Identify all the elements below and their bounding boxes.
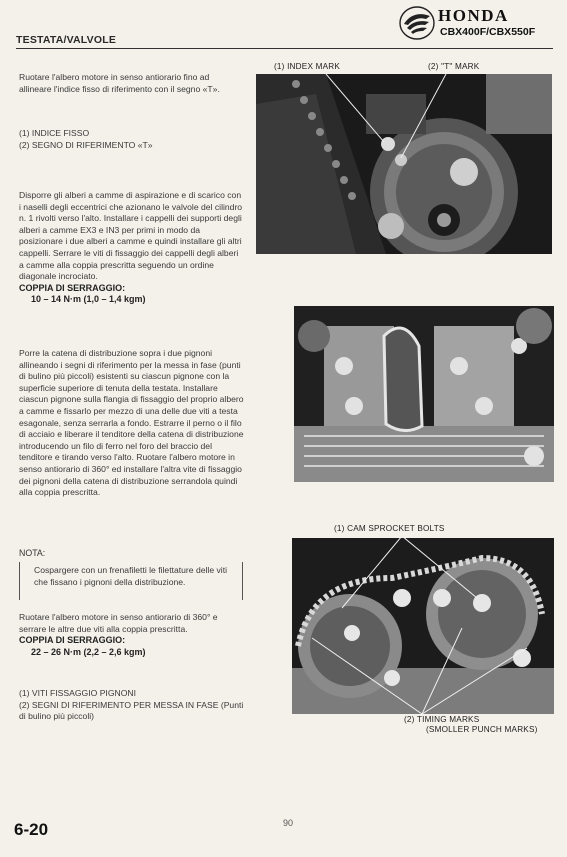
header-rule (16, 48, 553, 49)
photo-index-mark (256, 74, 552, 254)
legend-fig1 (19, 128, 244, 151)
torque-label: COPPIA DI SERRAGGIO: (19, 282, 126, 293)
fig3-label-timing-marks: (2) TIMING MARKS (404, 715, 480, 724)
honda-wing-logo-icon (398, 4, 436, 42)
legend-item: (2) SEGNO DI RIFERIMENTO «T» (19, 139, 153, 150)
instruction-rotate-crank: Ruotare l'albero motore in senso antiorario fino ad allineare l'indice fisso di riferimento con il segno «T». (19, 72, 220, 94)
torque-value: 22 – 26 N·m (2,2 – 2,6 kgm) (31, 646, 146, 657)
instruction-camshafts (19, 190, 244, 306)
page-number: 6-20 (14, 820, 49, 839)
note-box (19, 562, 243, 600)
legend-fig3 (19, 688, 244, 723)
photo-cam-caps (294, 306, 554, 482)
instruction-timing-chain: Porre la catena di distribuzione sopra i due pignoni allineando i segni di riferimento per la messa in fase (punti di bulino più piccoli) esistenti su ciascun pignone con la superficie superiore di tenuta della testata. Installare ciascun pignone sulla flangia di fissaggio del proprio albero a camme e fissarlo per mezzo di una delle due viti a testa esagonale, senza serrarla a fondo. Estrarre il perno o il filo di acciaio e liberare il tenditore della catena di distribuzione introducendo un filo di ferro nel foro del braccio del tenditore e tirando verso l'alto. Ruotare l'albero motore in senso antiorario di 360° ed installare l'altra vite di fissaggio dei pignoni della catena di distribuzione serrandola quindi alla coppia prescritta. (19, 348, 244, 498)
note-label: NOTA: (19, 548, 46, 558)
brand-name: HONDA (438, 6, 509, 25)
legend-item: (1) VITI FISSAGGIO PIGNONI (19, 688, 136, 698)
model-name: CBX400F/CBX550F (440, 26, 536, 38)
fig1-label-t-mark: (2) "T" MARK (428, 62, 480, 71)
torque-label: COPPIA DI SERRAGGIO: (19, 635, 126, 646)
instruction-final-torque (19, 612, 244, 658)
legend-item: (2) SEGNI DI RIFERIMENTO PER MESSA IN FASE (Punti di bulino più piccoli) (19, 699, 244, 722)
legend-item: (1) INDICE FISSO (19, 128, 90, 138)
paragraph: Disporre gli alberi a camme di aspirazione e di scarico con i naselli degli eccentrici che azionano le valvole del cilindro n. 1 rivolti verso l'alto. Installare i cappelli dei supporti degli alberi a camme EX3 e IN3 per primi in modo da posizionare i due alberi a camme e quindi installare gli altri cappelli. Serrare le viti di fissaggio dei cappelli degli alberi a camme alla coppia prescritta seguendo un ordine diagonale incrociato. (19, 190, 243, 282)
fig3-label-cam-sprocket-bolts: (1) CAM SPROCKET BOLTS (334, 524, 445, 533)
section-title: TESTATA/VALVOLE (16, 34, 117, 46)
photo-cam-sprockets (292, 538, 554, 714)
torque-value: 10 – 14 N·m (1,0 – 1,4 kgm) (31, 294, 146, 305)
note-text: Cospargere con un frenafiletti le filettature delle viti che fissano i pignoni della distribuzione. (34, 565, 227, 587)
fig3-label-smaller-punch-marks: (SMOLLER PUNCH MARKS) (426, 725, 538, 734)
paragraph: Ruotare l'albero motore in senso antiorario di 360° e serrare le altre due viti alla coppia prescritta. (19, 612, 218, 634)
fig1-label-index-mark: (1) INDEX MARK (274, 62, 341, 71)
folio-number: 90 (283, 818, 294, 828)
